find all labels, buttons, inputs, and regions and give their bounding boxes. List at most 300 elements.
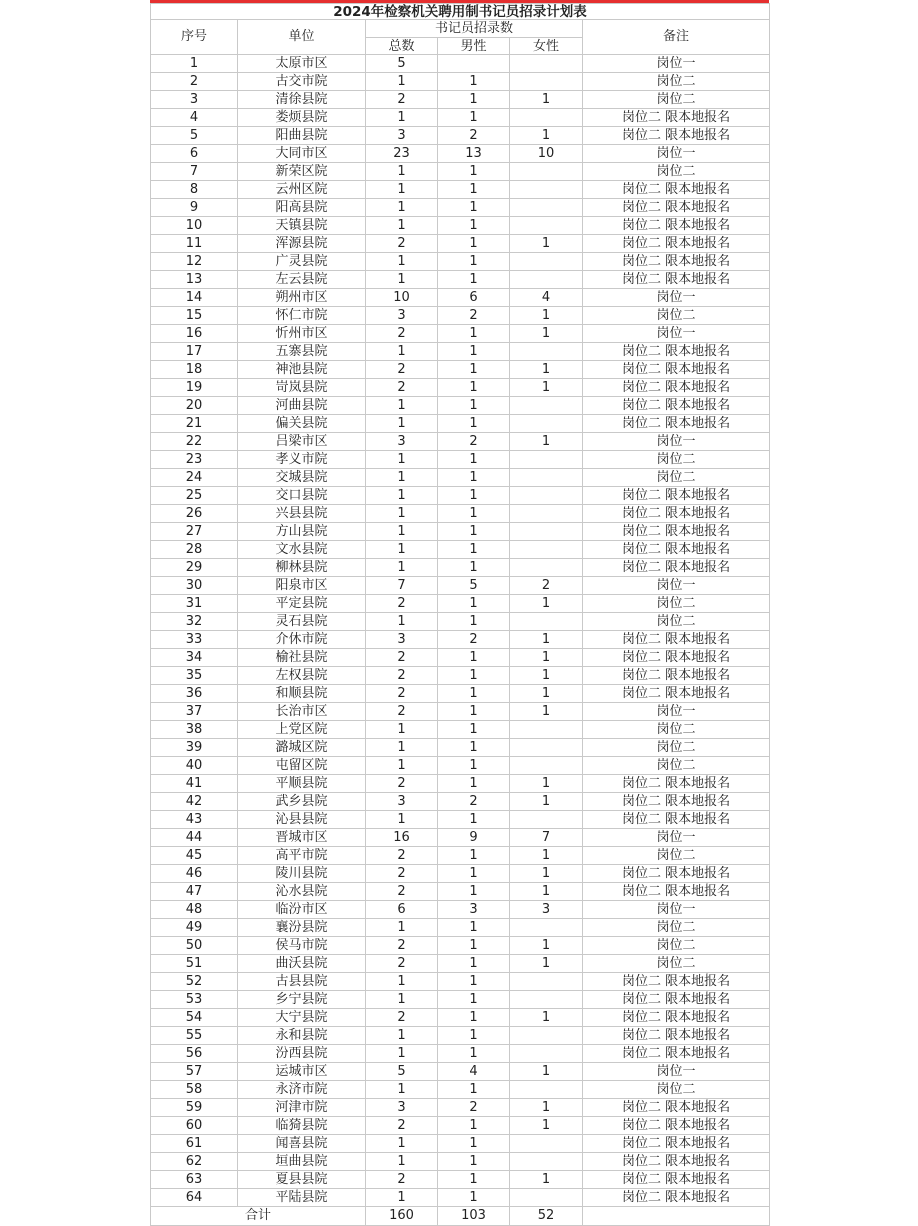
cell-total: 1 [366, 109, 438, 127]
cell-male: 1 [438, 1135, 510, 1153]
table-row [151, 631, 770, 649]
cell-unit: 曲沃县院 [238, 955, 366, 973]
cell-female: 1 [510, 127, 583, 145]
cell-note: 岗位二 限本地报名 [583, 181, 770, 199]
table-row [151, 793, 770, 811]
cell-unit: 偏关县院 [238, 415, 366, 433]
cell-unit: 屯留区院 [238, 757, 366, 775]
table-title: 2024年检察机关聘用制书记员招录计划表 [151, 4, 770, 20]
cell-unit: 交口县院 [238, 487, 366, 505]
cell-female [510, 487, 583, 505]
cell-male: 1 [438, 595, 510, 613]
cell-note: 岗位二 限本地报名 [583, 685, 770, 703]
cell-male: 1 [438, 685, 510, 703]
cell-seq: 52 [151, 973, 238, 991]
cell-note: 岗位二 [583, 469, 770, 487]
cell-unit: 陵川县院 [238, 865, 366, 883]
cell-unit: 大同市区 [238, 145, 366, 163]
cell-male: 1 [438, 361, 510, 379]
cell-note: 岗位二 限本地报名 [583, 109, 770, 127]
cell-seq: 43 [151, 811, 238, 829]
cell-note: 岗位一 [583, 55, 770, 73]
cell-female: 1 [510, 793, 583, 811]
cell-male: 2 [438, 793, 510, 811]
cell-seq: 44 [151, 829, 238, 847]
title-row [151, 4, 770, 20]
cell-note: 岗位二 限本地报名 [583, 865, 770, 883]
cell-total: 2 [366, 883, 438, 901]
cell-female: 1 [510, 1009, 583, 1027]
cell-male: 1 [438, 703, 510, 721]
cell-male: 2 [438, 307, 510, 325]
cell-total: 1 [366, 253, 438, 271]
cell-male: 1 [438, 919, 510, 937]
cell-unit: 运城市区 [238, 1063, 366, 1081]
cell-note: 岗位一 [583, 289, 770, 307]
cell-total: 1 [366, 199, 438, 217]
cell-female [510, 505, 583, 523]
cell-note: 岗位二 限本地报名 [583, 127, 770, 145]
cell-total: 2 [366, 937, 438, 955]
recruitment-plan-sheet [150, 0, 769, 1226]
cell-seq: 59 [151, 1099, 238, 1117]
table-row [151, 361, 770, 379]
cell-male: 1 [438, 343, 510, 361]
cell-unit: 平陆县院 [238, 1189, 366, 1207]
cell-unit: 古县县院 [238, 973, 366, 991]
cell-note: 岗位二 限本地报名 [583, 991, 770, 1009]
cell-total: 1 [366, 739, 438, 757]
cell-seq: 55 [151, 1027, 238, 1045]
cell-female: 1 [510, 235, 583, 253]
cell-seq: 10 [151, 217, 238, 235]
cell-unit: 云州区院 [238, 181, 366, 199]
cell-male: 1 [438, 487, 510, 505]
cell-note: 岗位二 限本地报名 [583, 667, 770, 685]
cell-seq: 41 [151, 775, 238, 793]
cell-male: 1 [438, 1171, 510, 1189]
cell-total: 1 [366, 163, 438, 181]
cell-male: 3 [438, 901, 510, 919]
recruitment-plan-table [150, 3, 770, 1226]
table-row [151, 109, 770, 127]
table-row [151, 235, 770, 253]
table-row [151, 181, 770, 199]
cell-seq: 29 [151, 559, 238, 577]
cell-seq: 3 [151, 91, 238, 109]
cell-seq: 2 [151, 73, 238, 91]
cell-total: 1 [366, 1153, 438, 1171]
cell-male: 1 [438, 1117, 510, 1135]
table-row [151, 667, 770, 685]
cell-male: 1 [438, 91, 510, 109]
cell-total: 2 [366, 955, 438, 973]
cell-note: 岗位二 限本地报名 [583, 379, 770, 397]
table-row [151, 127, 770, 145]
cell-male: 1 [438, 721, 510, 739]
cell-seq: 42 [151, 793, 238, 811]
cell-total: 1 [366, 541, 438, 559]
cell-note: 岗位二 [583, 937, 770, 955]
cell-total: 2 [366, 379, 438, 397]
cell-unit: 垣曲县院 [238, 1153, 366, 1171]
cell-unit: 浑源县院 [238, 235, 366, 253]
header-seq: 序号 [151, 20, 238, 55]
table-row [151, 1135, 770, 1153]
cell-seq: 36 [151, 685, 238, 703]
cell-seq: 31 [151, 595, 238, 613]
cell-male: 1 [438, 955, 510, 973]
cell-unit: 高平市院 [238, 847, 366, 865]
cell-male: 2 [438, 127, 510, 145]
cell-unit: 吕梁市区 [238, 433, 366, 451]
header-note: 备注 [583, 20, 770, 55]
cell-female: 1 [510, 703, 583, 721]
cell-seq: 9 [151, 199, 238, 217]
cell-note: 岗位二 限本地报名 [583, 487, 770, 505]
cell-note: 岗位二 限本地报名 [583, 361, 770, 379]
cell-unit: 清徐县院 [238, 91, 366, 109]
cell-female [510, 1135, 583, 1153]
cell-note: 岗位二 [583, 721, 770, 739]
cell-unit: 兴县县院 [238, 505, 366, 523]
header-group: 书记员招录数 [366, 20, 583, 38]
cell-total: 1 [366, 217, 438, 235]
cell-unit: 灵石县院 [238, 613, 366, 631]
cell-male: 1 [438, 847, 510, 865]
cell-seq: 16 [151, 325, 238, 343]
cell-female: 3 [510, 901, 583, 919]
cell-note: 岗位二 [583, 1081, 770, 1099]
cell-note: 岗位二 [583, 613, 770, 631]
cell-total: 1 [366, 559, 438, 577]
cell-female: 2 [510, 577, 583, 595]
table-row [151, 721, 770, 739]
cell-total: 1 [366, 721, 438, 739]
cell-male: 1 [438, 811, 510, 829]
cell-seq: 22 [151, 433, 238, 451]
cell-male: 1 [438, 991, 510, 1009]
cell-seq: 17 [151, 343, 238, 361]
cell-male: 1 [438, 397, 510, 415]
cell-female [510, 343, 583, 361]
cell-unit: 武乡县院 [238, 793, 366, 811]
cell-unit: 新荣区院 [238, 163, 366, 181]
cell-unit: 娄烦县院 [238, 109, 366, 127]
cell-unit: 襄汾县院 [238, 919, 366, 937]
cell-note: 岗位二 限本地报名 [583, 1135, 770, 1153]
table-row [151, 379, 770, 397]
table-row [151, 289, 770, 307]
cell-seq: 18 [151, 361, 238, 379]
cell-note: 岗位二 限本地报名 [583, 235, 770, 253]
cell-note: 岗位二 限本地报名 [583, 883, 770, 901]
cell-male [438, 55, 510, 73]
cell-note: 岗位二 限本地报名 [583, 775, 770, 793]
table-row [151, 523, 770, 541]
cell-seq: 19 [151, 379, 238, 397]
cell-unit: 忻州市区 [238, 325, 366, 343]
cell-male: 1 [438, 775, 510, 793]
cell-unit: 平顺县院 [238, 775, 366, 793]
cell-seq: 49 [151, 919, 238, 937]
cell-note: 岗位二 限本地报名 [583, 559, 770, 577]
cell-unit: 方山县院 [238, 523, 366, 541]
cell-total: 1 [366, 1189, 438, 1207]
cell-male: 1 [438, 973, 510, 991]
table-row [151, 847, 770, 865]
cell-total: 3 [366, 1099, 438, 1117]
cell-note: 岗位一 [583, 145, 770, 163]
cell-total: 1 [366, 1027, 438, 1045]
cell-note: 岗位二 [583, 451, 770, 469]
cell-male: 1 [438, 109, 510, 127]
cell-male: 1 [438, 1009, 510, 1027]
cell-seq: 32 [151, 613, 238, 631]
cell-total: 2 [366, 1117, 438, 1135]
cell-seq: 28 [151, 541, 238, 559]
cell-unit: 河津市院 [238, 1099, 366, 1117]
cell-unit: 五寨县院 [238, 343, 366, 361]
cell-total: 16 [366, 829, 438, 847]
cell-female: 1 [510, 379, 583, 397]
cell-note: 岗位一 [583, 703, 770, 721]
cell-unit: 和顺县院 [238, 685, 366, 703]
cell-note: 岗位一 [583, 325, 770, 343]
cell-note: 岗位二 [583, 919, 770, 937]
table-row [151, 487, 770, 505]
cell-seq: 34 [151, 649, 238, 667]
cell-female [510, 253, 583, 271]
cell-note: 岗位二 限本地报名 [583, 253, 770, 271]
table-row [151, 1189, 770, 1207]
cell-seq: 54 [151, 1009, 238, 1027]
totals-label: 合计 [151, 1207, 366, 1226]
cell-unit: 临猗县院 [238, 1117, 366, 1135]
cell-male: 1 [438, 1189, 510, 1207]
table-row [151, 55, 770, 73]
cell-male: 1 [438, 559, 510, 577]
cell-total: 2 [366, 1171, 438, 1189]
cell-note: 岗位二 限本地报名 [583, 1099, 770, 1117]
table-row [151, 937, 770, 955]
cell-total: 2 [366, 685, 438, 703]
cell-seq: 24 [151, 469, 238, 487]
cell-unit: 乡宁县院 [238, 991, 366, 1009]
cell-male: 1 [438, 883, 510, 901]
cell-female [510, 541, 583, 559]
cell-note: 岗位二 限本地报名 [583, 541, 770, 559]
cell-unit: 岢岚县院 [238, 379, 366, 397]
cell-unit: 文水县院 [238, 541, 366, 559]
header-female: 女性 [510, 38, 583, 55]
cell-female: 1 [510, 955, 583, 973]
cell-total: 1 [366, 523, 438, 541]
cell-male: 1 [438, 379, 510, 397]
table-row [151, 685, 770, 703]
cell-unit: 柳林县院 [238, 559, 366, 577]
cell-note: 岗位二 [583, 595, 770, 613]
cell-total: 2 [366, 775, 438, 793]
cell-note: 岗位一 [583, 1063, 770, 1081]
cell-unit: 孝义市院 [238, 451, 366, 469]
cell-total: 2 [366, 1009, 438, 1027]
cell-female [510, 613, 583, 631]
cell-male: 1 [438, 451, 510, 469]
cell-total: 2 [366, 361, 438, 379]
cell-male: 1 [438, 613, 510, 631]
cell-note: 岗位二 限本地报名 [583, 523, 770, 541]
cell-female [510, 991, 583, 1009]
header-male: 男性 [438, 38, 510, 55]
cell-seq: 20 [151, 397, 238, 415]
cell-seq: 21 [151, 415, 238, 433]
cell-male: 2 [438, 433, 510, 451]
cell-female: 1 [510, 1171, 583, 1189]
table-row [151, 1009, 770, 1027]
cell-seq: 13 [151, 271, 238, 289]
cell-unit: 潞城区院 [238, 739, 366, 757]
cell-male: 6 [438, 289, 510, 307]
cell-male: 1 [438, 325, 510, 343]
cell-total: 1 [366, 505, 438, 523]
cell-seq: 61 [151, 1135, 238, 1153]
cell-seq: 8 [151, 181, 238, 199]
cell-note: 岗位二 限本地报名 [583, 397, 770, 415]
cell-male: 1 [438, 649, 510, 667]
cell-note: 岗位二 限本地报名 [583, 1045, 770, 1063]
cell-note: 岗位二 [583, 739, 770, 757]
cell-male: 1 [438, 505, 510, 523]
cell-note: 岗位二 限本地报名 [583, 1171, 770, 1189]
cell-total: 2 [366, 325, 438, 343]
cell-female [510, 721, 583, 739]
cell-note: 岗位一 [583, 577, 770, 595]
header-unit: 单位 [238, 20, 366, 55]
cell-female: 1 [510, 325, 583, 343]
cell-unit: 河曲县院 [238, 397, 366, 415]
cell-seq: 33 [151, 631, 238, 649]
cell-unit: 太原市区 [238, 55, 366, 73]
cell-unit: 左权县院 [238, 667, 366, 685]
cell-note: 岗位二 限本地报名 [583, 1027, 770, 1045]
table-row [151, 307, 770, 325]
cell-female [510, 811, 583, 829]
cell-female [510, 757, 583, 775]
cell-seq: 45 [151, 847, 238, 865]
cell-total: 5 [366, 1063, 438, 1081]
cell-female [510, 415, 583, 433]
cell-note: 岗位二 限本地报名 [583, 973, 770, 991]
cell-male: 1 [438, 523, 510, 541]
cell-female: 10 [510, 145, 583, 163]
cell-male: 1 [438, 235, 510, 253]
cell-female: 7 [510, 829, 583, 847]
cell-total: 1 [366, 73, 438, 91]
cell-seq: 51 [151, 955, 238, 973]
cell-unit: 古交市院 [238, 73, 366, 91]
cell-seq: 64 [151, 1189, 238, 1207]
cell-total: 1 [366, 1135, 438, 1153]
cell-unit: 神池县院 [238, 361, 366, 379]
cell-female: 1 [510, 1099, 583, 1117]
cell-note: 岗位二 [583, 847, 770, 865]
table-row [151, 397, 770, 415]
cell-total: 1 [366, 811, 438, 829]
cell-total: 1 [366, 757, 438, 775]
cell-female [510, 181, 583, 199]
cell-seq: 62 [151, 1153, 238, 1171]
cell-seq: 50 [151, 937, 238, 955]
cell-unit: 夏县县院 [238, 1171, 366, 1189]
cell-note: 岗位二 限本地报名 [583, 631, 770, 649]
cell-male: 1 [438, 1153, 510, 1171]
cell-total: 3 [366, 307, 438, 325]
cell-total: 1 [366, 469, 438, 487]
table-row [151, 703, 770, 721]
cell-note: 岗位一 [583, 433, 770, 451]
cell-unit: 沁县县院 [238, 811, 366, 829]
cell-female: 4 [510, 289, 583, 307]
table-row [151, 1081, 770, 1099]
table-row [151, 325, 770, 343]
cell-seq: 14 [151, 289, 238, 307]
cell-total: 23 [366, 145, 438, 163]
cell-seq: 60 [151, 1117, 238, 1135]
cell-seq: 4 [151, 109, 238, 127]
cell-total: 1 [366, 487, 438, 505]
cell-seq: 25 [151, 487, 238, 505]
cell-seq: 53 [151, 991, 238, 1009]
table-row [151, 955, 770, 973]
cell-female: 1 [510, 883, 583, 901]
cell-note: 岗位二 限本地报名 [583, 199, 770, 217]
cell-female: 1 [510, 667, 583, 685]
cell-total: 10 [366, 289, 438, 307]
cell-seq: 38 [151, 721, 238, 739]
cell-female [510, 73, 583, 91]
cell-unit: 临汾市区 [238, 901, 366, 919]
cell-seq: 63 [151, 1171, 238, 1189]
cell-male: 1 [438, 1045, 510, 1063]
cell-female [510, 739, 583, 757]
cell-unit: 侯马市院 [238, 937, 366, 955]
cell-total: 1 [366, 415, 438, 433]
table-row [151, 973, 770, 991]
table-body [151, 55, 770, 1207]
cell-unit: 左云县院 [238, 271, 366, 289]
cell-total: 3 [366, 433, 438, 451]
cell-unit: 平定县院 [238, 595, 366, 613]
cell-male: 4 [438, 1063, 510, 1081]
cell-male: 1 [438, 217, 510, 235]
cell-female [510, 1027, 583, 1045]
cell-unit: 永和县院 [238, 1027, 366, 1045]
cell-unit: 阳曲县院 [238, 127, 366, 145]
cell-seq: 48 [151, 901, 238, 919]
cell-female [510, 397, 583, 415]
cell-seq: 37 [151, 703, 238, 721]
cell-unit: 广灵县院 [238, 253, 366, 271]
table-row [151, 469, 770, 487]
cell-seq: 15 [151, 307, 238, 325]
cell-female [510, 217, 583, 235]
table-row [151, 739, 770, 757]
cell-total: 2 [366, 649, 438, 667]
cell-female: 1 [510, 631, 583, 649]
table-row [151, 991, 770, 1009]
cell-male: 1 [438, 667, 510, 685]
